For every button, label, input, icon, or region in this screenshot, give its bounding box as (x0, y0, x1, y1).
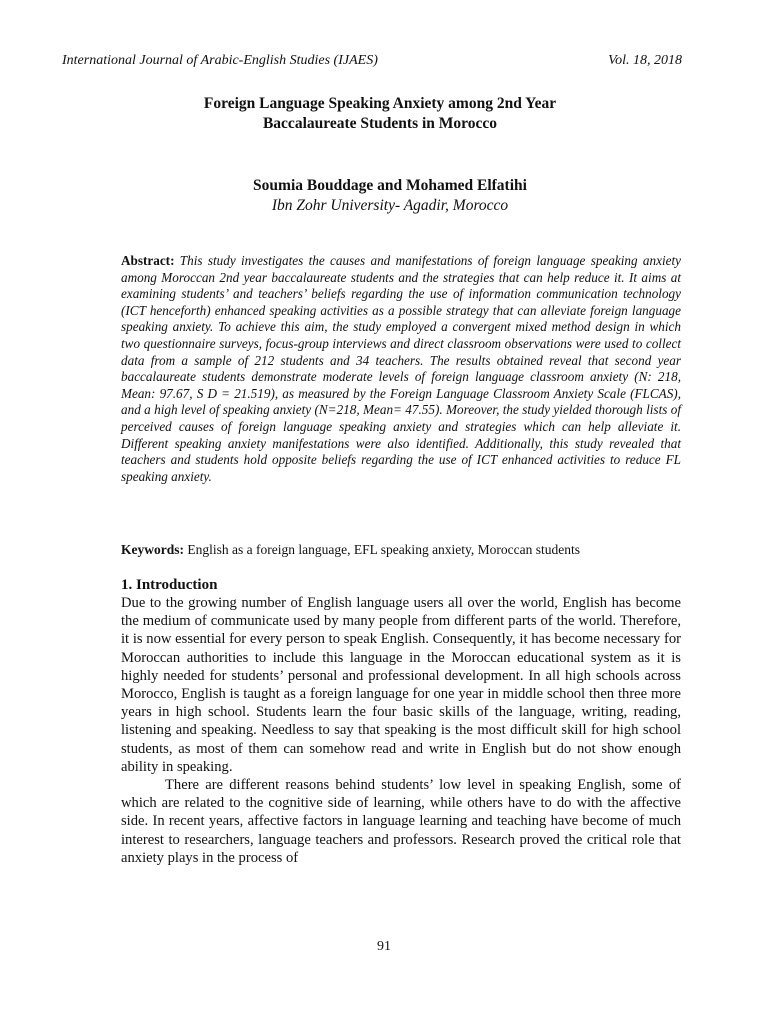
author-affiliation: Ibn Zohr University- Agadir, Morocco (271, 197, 509, 214)
volume-info: Vol. 18, 2018 (608, 53, 682, 68)
author-names: Soumia Bouddage and Mohamed Elfatihi (253, 177, 527, 194)
paragraph: There are different reasons behind students’ low level in speaking English, some of which are related to the cognitive side of learning, while others have to do with the affective side. In recent years, affective factors in language learning and teaching have become of much interest to researchers, language teachers and professors. Research proved the critical role that anxiety plays in the process of (121, 777, 681, 866)
section-heading: 1. Introduction (121, 577, 218, 593)
running-header (62, 52, 682, 70)
keywords (121, 541, 681, 558)
paper-title-line-1: Foreign Language Speaking Anxiety among 2nd Year (203, 95, 557, 112)
paper-title (120, 94, 640, 134)
paper-title-line-2: Baccalaureate Students in Morocco (262, 115, 498, 132)
section-body (121, 594, 681, 867)
keywords-label: Keywords: (121, 542, 188, 557)
abstract-label: Abstract: (121, 253, 180, 268)
keywords-text: English as a foreign language, EFL speaking anxiety, Moroccan students (187, 542, 581, 557)
author-block (120, 176, 660, 216)
abstract-text: This study investigates the causes and manifestations of foreign language speaking anxiety among Moroccan 2nd year baccalaureate students and the strategies that can help reduce it. It aims at examining students’ and teachers’ beliefs regarding the use of information communication technology (ICT henceforth) enhanced speaking activities as a possible strategy that can alleviate foreign language speaking anxiety. To achieve this aim, the study employed a convergent mixed method design in which two questionnaire surveys, focus-group interviews and direct classroom observations were used to collect data from a sample of 212 students and 34 teachers. The results obtained reveal that second year baccalaureate students demonstrate moderate levels of foreign language classroom anxiety (N: 218, Mean: 97.67, S D = 21.519), as measured by the Foreign Language Classroom Anxiety Scale (FLCAS), and a high level of speaking anxiety (N=218, Mean= 47.55). Moreover, the study yielded thorough lists of perceived causes of foreign language speaking anxiety and strategies which can help alleviate it. Different speaking anxiety manifestations were also identified. Additionally, this study revealed that teachers and students hold opposite beliefs regarding the use of ICT enhanced activities to reduce FL speaking anxiety. (121, 253, 682, 484)
journal-name: International Journal of Arabic-English Studies (IJAES) (62, 53, 378, 68)
page-number: 91 (377, 939, 391, 954)
paragraph: Due to the growing number of English language users all over the world, English has become the medium of communicate used by many people from different parts of the world. Therefore, it is now essential for every person to speak English. Consequently, it has become necessary for Moroccan authorities to include this language in the Moroccan educational system as it is highly needed for students’ personal and professional development. In all high schools across Morocco, English is taught as a foreign language for one year in middle school then three more years in high school. Students learn the four basic skills of the language, writing, reading, listening and speaking. Needless to say that speaking is the most difficult skill for high school students, as most of them can somehow read and write in English but do not show enough ability in speaking. (121, 595, 681, 775)
abstract (121, 253, 681, 485)
